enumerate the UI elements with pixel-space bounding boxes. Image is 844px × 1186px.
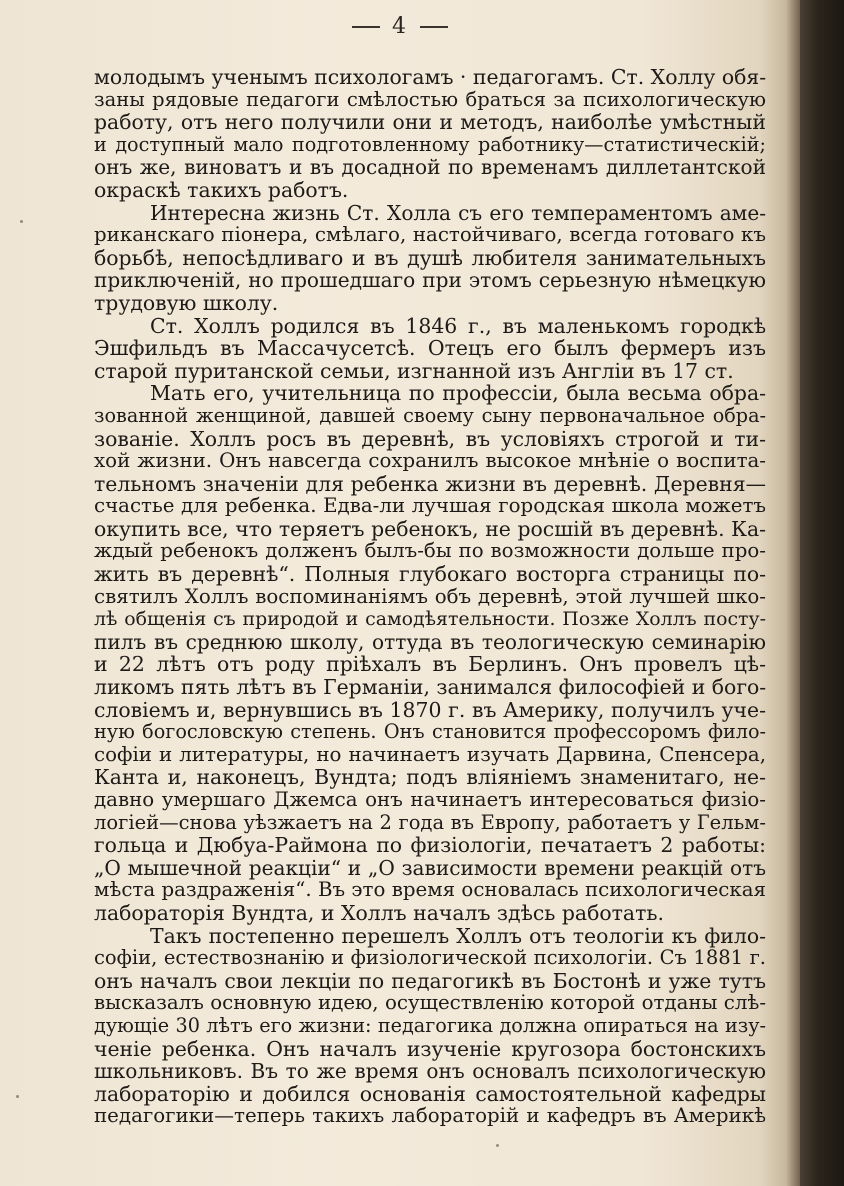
text-line: зованіе. Холлъ росъ въ деревнѣ, въ условіяхъ строгой и ти- <box>94 426 766 451</box>
text-line: заны рядовые педагоги смѣлостью браться за психологическую <box>94 87 766 111</box>
text-line: ликомъ пять лѣтъ въ Германіи, занимался философіей и бого- <box>94 675 767 700</box>
book-spine-shadow <box>800 0 844 1186</box>
text-line: святилъ Холлъ воспоминаніямъ объ деревнѣ, этой лучшей шко- <box>94 584 766 608</box>
paper-speck <box>496 1144 499 1147</box>
text-line: софіи, естествознанію и физіологической психологіи. Съ 1881 г. <box>94 946 766 970</box>
text-line: „О мышечной реакціи“ и „О зависимости времени реакцій отъ <box>94 855 766 880</box>
text-line: приключеній, но прошедшаго при этомъ серьезную нѣмецкую <box>94 268 766 293</box>
text-line: тельномъ значеніи для ребенка жизни въ деревнѣ. Деревня— <box>94 471 766 496</box>
text-line: ждый ребенокъ долженъ былъ-бы по возможности дольше про- <box>94 539 766 563</box>
text-line: лѣ общенія съ природой и самодѣятельности. Позже Холлъ посту- <box>94 608 766 631</box>
text-line: работу, отъ него получили они и методъ, наиболѣе умѣстный <box>94 110 766 135</box>
text-line: ченіе ребенка. Онъ началъ изученіе кругозора бостонскихъ <box>94 1036 766 1061</box>
text-line: и 22 лѣтъ отъ роду пріѣхалъ въ Берлинъ. Онъ провелъ цѣ- <box>94 652 766 677</box>
text-line: Такъ постепенно перешелъ Холлъ отъ теологіи къ фило- <box>150 923 766 948</box>
right-dash <box>420 26 448 28</box>
left-dash <box>352 26 380 28</box>
text-line: Ст. Холлъ родился въ 1846 г., въ маленькомъ городкѣ <box>150 313 766 338</box>
text-line: давно умершаго Джемса онъ начинаетъ интересоваться физіо- <box>94 788 766 811</box>
text-line: ную богословскую степень. Онъ становится профессоромъ фило- <box>94 720 766 744</box>
text-line: мѣста раздраженія“. Въ это время основалась психологическая <box>94 878 766 902</box>
text-line: риканскаго піонера, смѣлаго, настойчиваго, всегда готоваго къ <box>94 223 766 247</box>
text-line: молодымъ ученымъ психологамъ · педагогамъ. Ст. Холлу обя- <box>94 65 767 89</box>
text-line: трудовую школу. <box>94 290 279 315</box>
text-line: окраскѣ такихъ работъ. <box>94 177 349 202</box>
text-line: лабораторія Вундта, и Холлъ началъ здѣсь работать. <box>94 900 664 925</box>
text-line: школьниковъ. Въ то же время онъ основалъ психологическую <box>94 1059 766 1084</box>
text-line: высказалъ основную идею, осуществленію которой отданы слѣ- <box>94 991 766 1015</box>
text-line: гольца и Дюбуа-Раймона по физіологіи, печатаетъ 2 работы: <box>94 833 766 858</box>
text-line: логіей—снова уѣзжаетъ на 2 года въ Европу, работаетъ у Гельм- <box>94 810 766 834</box>
text-line: хой жизни. Онъ навсегда сохранилъ высокое мнѣніе о воспита- <box>94 449 766 473</box>
body-text <box>94 66 766 1128</box>
text-line: педагогики—теперь такихъ лабораторій и кафедръ въ Америкѣ <box>94 1104 766 1128</box>
text-line: пилъ въ среднюю школу, оттуда въ теологическую семинарію <box>94 629 766 654</box>
text-line: старой пуританской семьи, изгнанной изъ Англіи въ 17 ст. <box>94 358 734 383</box>
text-line: онъ же, виноватъ и въ досадной по временамъ диллетантской <box>94 155 766 180</box>
text-line: окупить все, что теряетъ ребенокъ, не росшій въ деревнѣ. Ка- <box>94 516 766 541</box>
text-line: софіи и литературы, но начинаетъ изучать Дарвина, Спенсера, <box>94 742 766 766</box>
page-number-header <box>0 14 800 39</box>
paper-speck <box>16 1095 19 1098</box>
text-line: счастье для ребенка. Едва-ли лучшая городская школа можетъ <box>94 494 766 518</box>
text-line: Интересна жизнь Ст. Холла съ его темпераментомъ аме- <box>150 200 766 225</box>
text-line: борьбѣ, непосѣдливаго и въ душѣ любителя занимательныхъ <box>94 245 766 270</box>
text-line: жить въ деревнѣ“. Полныя глубокаго восторга страницы по- <box>94 562 766 587</box>
text-line: Канта и, наконецъ, Вундта; подъ вліяніемъ знаменитаго, не- <box>94 765 766 790</box>
text-line: онъ началъ свои лекціи по педагогикѣ въ Бостонѣ и уже тутъ <box>94 968 766 993</box>
page-number: 4 <box>392 14 408 39</box>
text-line: Эшфильдъ въ Массачусетсѣ. Отецъ его былъ фермеръ изъ <box>94 336 766 361</box>
paper-speck <box>20 220 23 223</box>
text-line: лабораторію и добился основанія самостоятельной кафедры <box>94 1081 766 1106</box>
text-line: Мать его, учительница по профессіи, была весьма обра- <box>150 381 766 406</box>
text-line: словіемъ и, вернувшись въ 1870 г. въ Америку, получилъ уче- <box>94 697 766 722</box>
text-line: зованной женщиной, давшей своему сыну первоначальное обра- <box>94 403 766 427</box>
text-line: и доступный мало подготовленному работнику—статистическій; <box>94 132 766 156</box>
text-line: дующіе 30 лѣтъ его жизни: педагогика должна опираться на изу- <box>94 1013 766 1037</box>
